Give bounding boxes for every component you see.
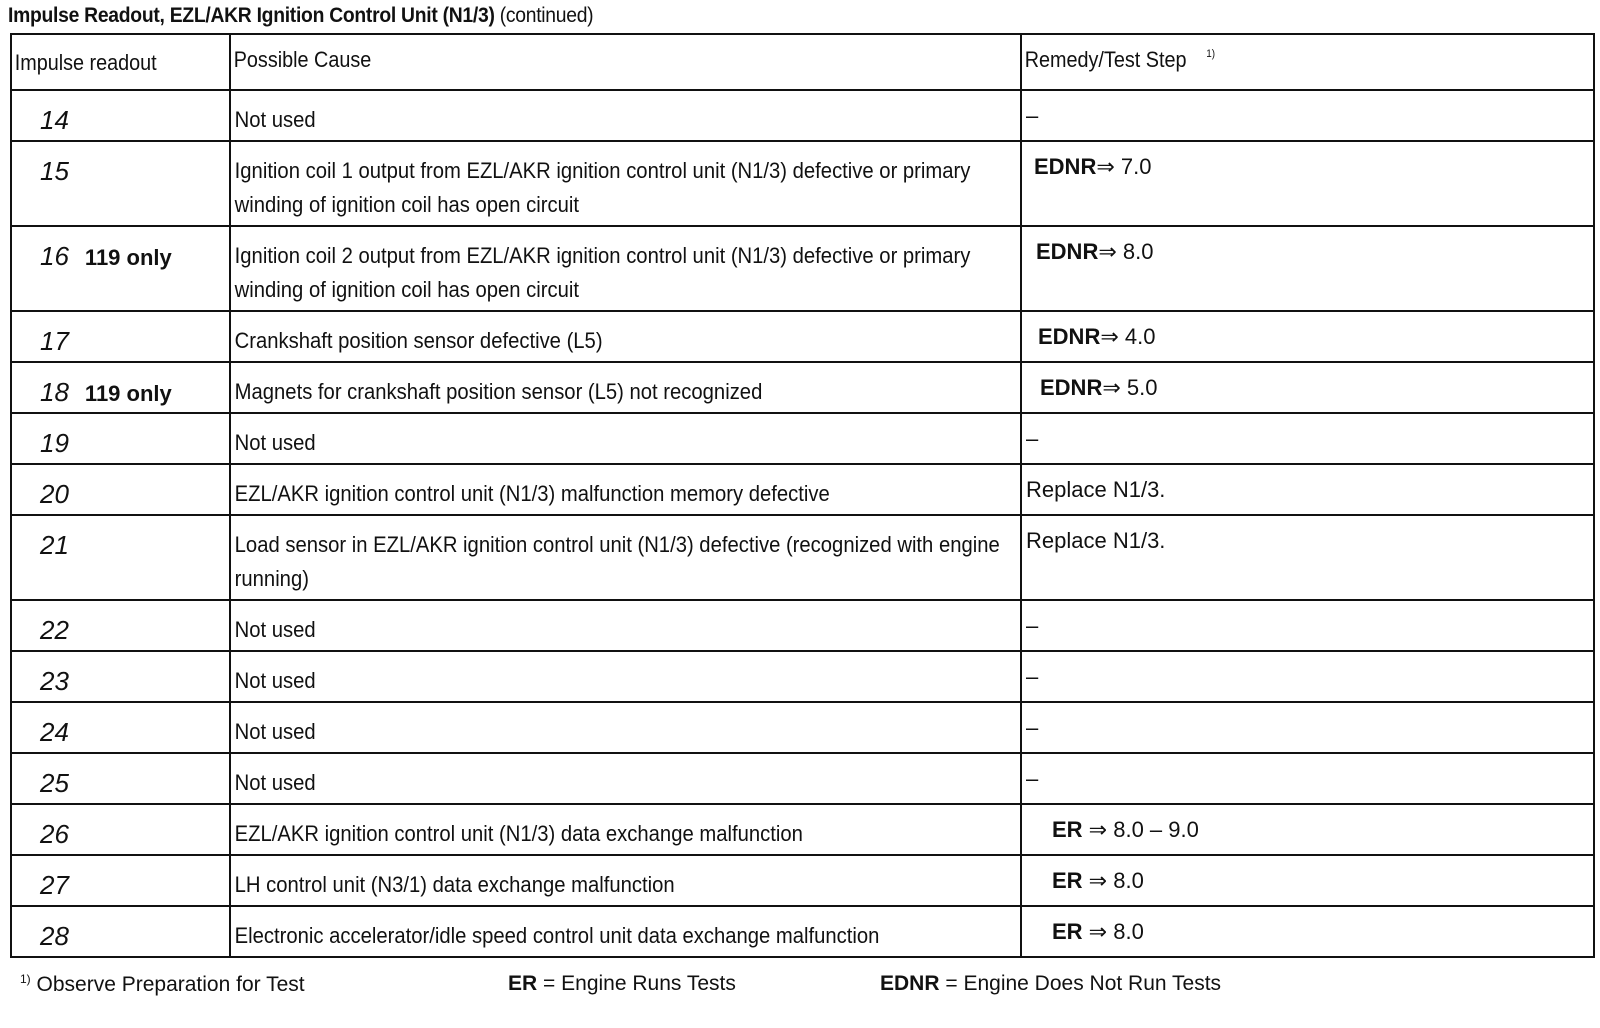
impulse-readout-table [10,33,1595,958]
table-row [11,141,1594,226]
table-row [11,515,1594,600]
legend-ednr-abbr: EDNR [880,972,940,995]
table-header-row [11,34,1594,90]
test-type-abbr: EDNR [1036,239,1099,264]
table-row [11,600,1594,651]
remedy-cell [1021,226,1594,311]
remedy-step: ⇒ 4.0 [1100,324,1156,349]
legend-ednr [880,972,1221,996]
impulse-number: 18 [40,377,69,407]
remedy-cell [1021,753,1594,804]
remedy-cell [1021,141,1594,226]
possible-cause-cell [230,753,1021,804]
legend-er-abbr: ER [508,972,538,995]
possible-cause-text: Not used [234,770,316,795]
impulse-readout-cell [11,906,230,957]
impulse-number: 22 [40,615,69,645]
impulse-readout-cell [11,702,230,753]
table-row [11,413,1594,464]
footnote [20,972,305,997]
impulse-readout-cell [11,651,230,702]
remedy-step: ⇒ 8.0 [1082,919,1144,944]
possible-cause-cell [230,515,1021,600]
table-row [11,753,1594,804]
possible-cause-cell [230,804,1021,855]
possible-cause-text: Not used [234,617,316,642]
header-remedy: Remedy/Test Step $^{1)}$ [1021,34,1594,90]
impulse-number: 23 [40,666,69,696]
table-row [11,651,1594,702]
footnote-text: Observe Preparation for Test [36,973,305,996]
impulse-readout-cell [11,855,230,906]
remedy-step: ⇒ 5.0 [1102,375,1158,400]
table-row [11,702,1594,753]
impulse-number: 24 [40,717,69,747]
test-type-abbr: EDNR [1040,375,1103,400]
table-row [11,311,1594,362]
possible-cause-cell [230,90,1021,141]
remedy-step: – [1026,766,1039,791]
remedy-step: – [1026,613,1039,638]
possible-cause-cell [230,413,1021,464]
possible-cause-text: Magnets for crankshaft position sensor (L5) not recognized [234,379,763,404]
remedy-cell [1021,413,1594,464]
impulse-number: 20 [40,479,69,509]
possible-cause-text: Not used [234,107,316,132]
impulse-number: 17 [40,326,69,356]
model-note: 119 only [84,381,172,406]
possible-cause-text: Ignition coil 2 output from EZL/AKR ignition control unit (N1/3) defective or primary winding of ignition coil has open circuit [234,243,971,302]
impulse-number: 14 [40,105,69,135]
test-type-abbr: ER [1052,817,1083,842]
table-row [11,906,1594,957]
possible-cause-cell [230,855,1021,906]
possible-cause-cell [230,906,1021,957]
remedy-step: – [1026,426,1039,451]
impulse-number: 16 [40,241,69,271]
possible-cause-text: Crankshaft position sensor defective (L5) [234,328,603,353]
legend-er-text: = Engine Runs Tests [543,972,736,995]
impulse-readout-cell [11,804,230,855]
impulse-number: 15 [40,156,69,186]
possible-cause-cell [230,311,1021,362]
remedy-cell [1021,362,1594,413]
possible-cause-text: Load sensor in EZL/AKR ignition control unit (N1/3) defective (recognized with engine running) [234,532,1000,591]
possible-cause-text: EZL/AKR ignition control unit (N1/3) malfunction memory defective [234,481,830,506]
impulse-number: 25 [40,768,69,798]
remedy-cell [1021,311,1594,362]
legend-ednr-text: = Engine Does Not Run Tests [945,972,1222,995]
title-main: Impulse Readout, EZL/AKR Ignition Control Unit (N1/3) [8,4,495,27]
impulse-number: 28 [40,921,69,951]
remedy-cell [1021,651,1594,702]
table-row [11,226,1594,311]
impulse-readout-cell [11,311,230,362]
remedy-cell [1021,906,1594,957]
possible-cause-text: EZL/AKR ignition control unit (N1/3) data exchange malfunction [234,821,803,846]
impulse-readout-cell [11,90,230,141]
possible-cause-cell [230,600,1021,651]
remedy-step: ⇒ 7.0 [1096,154,1152,179]
impulse-readout-cell [11,362,230,413]
remedy-cell [1021,515,1594,600]
possible-cause-cell [230,362,1021,413]
possible-cause-text: Not used [234,668,316,693]
impulse-readout-cell [11,753,230,804]
impulse-number: 19 [40,428,69,458]
possible-cause-cell [230,702,1021,753]
table-row [11,804,1594,855]
title-suffix: (continued) [499,4,594,27]
legend-er [508,972,736,996]
header-footnote-mark: 1) [1206,48,1216,60]
impulse-readout-cell [11,413,230,464]
possible-cause-text: Not used [234,719,316,744]
possible-cause-cell [230,226,1021,311]
remedy-step: ⇒ 8.0 [1098,239,1154,264]
possible-cause-cell [230,651,1021,702]
model-note: 119 only [84,245,172,270]
remedy-cell [1021,464,1594,515]
impulse-readout-cell [11,464,230,515]
test-type-abbr: ER [1052,919,1083,944]
test-type-abbr: EDNR [1034,154,1097,179]
remedy-step: Replace N1/3. [1026,477,1166,502]
possible-cause-text: LH control unit (N3/1) data exchange malfunction [234,872,675,897]
table-row [11,90,1594,141]
footnote-mark: 1) [20,972,31,986]
impulse-readout-cell [11,515,230,600]
remedy-cell [1021,90,1594,141]
possible-cause-text: Ignition coil 1 output from EZL/AKR ignition control unit (N1/3) defective or primary winding of ignition coil has open circuit [234,158,971,217]
impulse-readout-cell [11,600,230,651]
remedy-cell [1021,804,1594,855]
table-row [11,464,1594,515]
remedy-cell [1021,702,1594,753]
test-type-abbr: ER [1052,868,1083,893]
header-impulse-readout: Impulse readout [11,34,230,90]
remedy-step: ⇒ 8.0 [1082,868,1144,893]
header-possible-cause: Possible Cause [230,34,1021,90]
impulse-readout-cell [11,141,230,226]
possible-cause-cell [230,141,1021,226]
remedy-cell [1021,600,1594,651]
possible-cause-cell [230,464,1021,515]
remedy-step: – [1026,103,1039,128]
impulse-number: 26 [40,819,69,849]
remedy-step: Replace N1/3. [1026,528,1166,553]
possible-cause-text: Electronic accelerator/idle speed control unit data exchange malfunction [234,923,880,948]
document-title [8,4,593,28]
remedy-cell [1021,855,1594,906]
table-row [11,855,1594,906]
table-row [11,362,1594,413]
remedy-step: ⇒ 8.0 – 9.0 [1082,817,1199,842]
test-type-abbr: EDNR [1038,324,1101,349]
impulse-readout-cell [11,226,230,311]
impulse-number: 27 [40,870,69,900]
possible-cause-text: Not used [234,430,316,455]
remedy-step: – [1026,664,1039,689]
impulse-number: 21 [40,530,69,560]
remedy-step: – [1026,715,1039,740]
